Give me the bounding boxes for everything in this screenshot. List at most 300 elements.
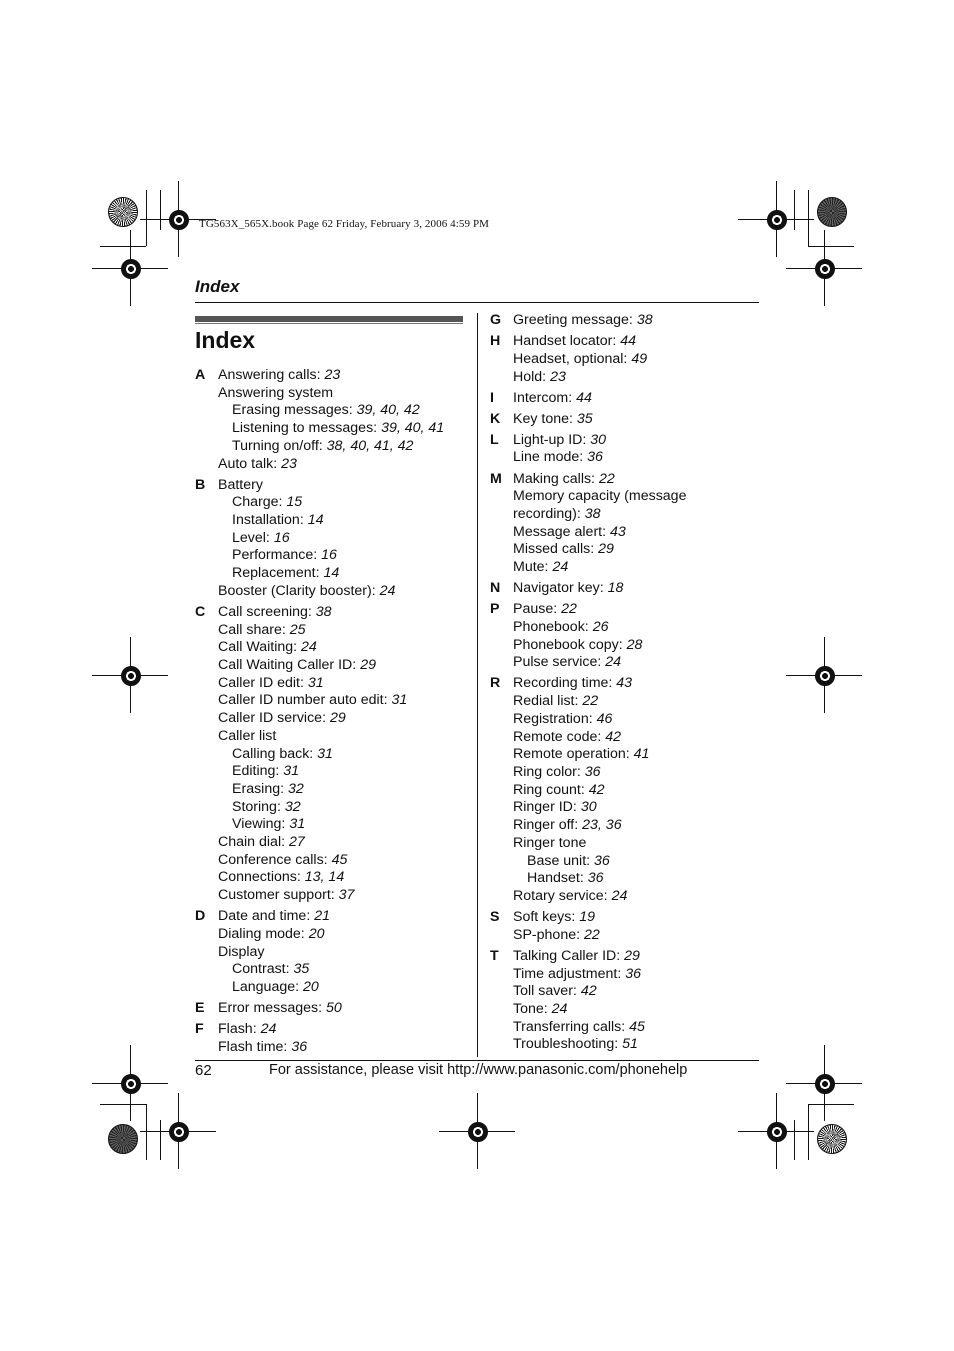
index-page-ref: 31: [307, 674, 324, 691]
index-entry: [513, 559, 760, 577]
crop-line: [808, 190, 809, 246]
index-entry-text: Date and time:: [218, 908, 315, 925]
index-entry-text: Handset locator:: [513, 333, 621, 350]
index-group: [490, 580, 760, 598]
index-group: [490, 948, 760, 1054]
crop-line: [808, 246, 854, 247]
index-page-ref: 24: [379, 582, 396, 599]
index-right-column: [490, 312, 760, 1057]
index-letter: A: [195, 367, 206, 383]
index-entry: [513, 601, 760, 619]
index-entry-text: Hold:: [513, 368, 551, 385]
registration-target-icon: [468, 1122, 488, 1142]
index-page-ref: 46: [596, 710, 613, 727]
index-entry: [218, 604, 465, 622]
crop-line: [146, 1104, 147, 1160]
index-entry: [218, 961, 465, 979]
index-entry: [218, 385, 465, 403]
index-entry-text: Key tone:: [513, 410, 577, 427]
registration-target-icon: [815, 1074, 835, 1094]
index-page-ref: 19: [579, 909, 596, 926]
index-letter: D: [195, 908, 206, 925]
index-entry-text: Pause:: [513, 601, 562, 618]
index-page-ref: 42: [605, 728, 622, 745]
index-entry-text: Viewing:: [232, 816, 290, 833]
index-entry: [513, 524, 760, 542]
index-entry: [513, 1036, 760, 1054]
index-entry: [513, 675, 760, 693]
index-page-ref: 16: [321, 547, 337, 564]
index-page-ref: 23: [550, 368, 566, 385]
registration-target-icon: [169, 210, 189, 230]
index-entry-text: Missed calls:: [513, 541, 599, 558]
registration-target-icon: [121, 1074, 141, 1094]
color-registration-icon: [108, 197, 138, 227]
index-group: [195, 1021, 465, 1056]
index-entry: [513, 764, 760, 782]
index-entry: [513, 817, 760, 835]
index-page-ref: 32: [288, 780, 304, 797]
index-page-ref: 26: [592, 618, 609, 635]
index-page-ref: 49: [631, 350, 648, 367]
index-entry: [513, 853, 760, 871]
index-page-ref: 45: [629, 1018, 645, 1035]
index-entry-text: Soft keys:: [513, 909, 580, 926]
index-entry: [218, 944, 465, 962]
index-entry: [218, 420, 465, 438]
index-page-ref: 50: [326, 1000, 342, 1017]
index-group: [195, 908, 465, 997]
index-entry: [513, 888, 760, 906]
column-divider: [477, 313, 478, 1057]
index-page-ref: 32: [284, 798, 301, 815]
index-entry: [513, 471, 760, 489]
index-entry-text: Making calls:: [513, 470, 599, 487]
index-entry: [218, 728, 465, 746]
index-entry: [513, 411, 760, 429]
index-page-ref: 43: [610, 523, 626, 540]
index-entry-text: Flash time:: [218, 1038, 292, 1055]
index-entry-text: Answering calls:: [218, 367, 325, 383]
index-page-ref: 38: [584, 505, 601, 522]
index-page-ref: 36: [625, 965, 642, 982]
color-registration-icon: [108, 1124, 138, 1154]
color-registration-icon: [817, 197, 847, 227]
index-entry: [513, 746, 760, 764]
index-entry: [218, 547, 465, 565]
index-entry: [218, 1000, 465, 1018]
index-entry: [218, 494, 465, 512]
index-entry: [218, 1039, 465, 1057]
index-entry-text: recording):: [513, 505, 585, 522]
index-entry: [513, 693, 760, 711]
index-entry: [218, 799, 465, 817]
index-entry: [218, 746, 465, 764]
index-entry-text: Display: [218, 943, 265, 960]
index-entry: [218, 565, 465, 583]
index-page-ref: 25: [289, 621, 306, 638]
index-entry-text: Error messages:: [218, 1000, 327, 1017]
assistance-text: For assistance, please visit http://www.panasonic.com/phonehelp: [269, 1062, 688, 1078]
index-page-ref: 14: [307, 512, 324, 529]
index-letter: M: [490, 470, 502, 487]
index-page-ref: 35: [293, 961, 310, 978]
index-entry-text: Charge:: [232, 494, 287, 511]
index-entry: [218, 438, 465, 456]
index-entry-text: Base unit:: [527, 852, 595, 869]
index-page-ref: 24: [611, 887, 628, 904]
footer-rule: [195, 1060, 759, 1061]
index-entry: [513, 619, 760, 637]
index-entry: [218, 692, 465, 710]
index-entry-text: Auto talk:: [218, 455, 282, 472]
index-entry-text: Greeting message:: [513, 312, 637, 328]
index-entry-text: Tone:: [513, 1000, 552, 1017]
index-entry-text: Time adjustment:: [513, 965, 626, 982]
registration-target-icon: [767, 210, 787, 230]
index-page-ref: 30: [580, 799, 597, 816]
index-entry-text: Chain dial:: [218, 834, 289, 851]
index-entry: [513, 799, 760, 817]
index-entry: [513, 580, 760, 598]
index-page-ref: 24: [260, 1021, 277, 1038]
index-page-ref: 29: [360, 657, 376, 674]
index-entry: [513, 449, 760, 467]
crop-line: [160, 1120, 161, 1160]
index-entry: [218, 477, 465, 495]
index-entry: [513, 333, 760, 351]
index-entry: [513, 506, 760, 524]
index-page-ref: 38, 40, 41, 42: [326, 437, 414, 454]
index-entry-text: Remote operation:: [513, 746, 634, 763]
index-entry-text: Caller list: [218, 727, 277, 744]
index-letter: F: [195, 1021, 204, 1038]
index-entry: [218, 675, 465, 693]
index-letter: L: [490, 431, 499, 448]
index-entry-text: Language:: [232, 979, 304, 996]
title-bar: [195, 316, 463, 322]
index-entry-text: Replacement:: [232, 565, 324, 582]
index-entry: [513, 927, 760, 945]
index-entry-text: Listening to messages:: [232, 420, 382, 437]
page-number: 62: [195, 1062, 212, 1079]
index-entry: [513, 654, 760, 672]
index-entry-text: Message alert:: [513, 523, 610, 540]
crop-line: [146, 190, 147, 246]
index-page-ref: 29: [598, 541, 614, 558]
index-entry-text: Booster (Clarity booster):: [218, 582, 380, 599]
index-entry-text: Installation:: [232, 512, 308, 529]
index-letter: G: [490, 312, 502, 328]
index-page-ref: 43: [616, 675, 633, 692]
index-entry-text: Headset, optional:: [513, 350, 632, 367]
index-page-ref: 41: [633, 746, 650, 763]
index-entry: [218, 710, 465, 728]
index-entry-text: Memory capacity (message: [513, 488, 687, 505]
index-page-ref: 36: [587, 870, 604, 887]
index-page-ref: 29: [624, 947, 640, 964]
index-page-ref: 39, 40, 41: [381, 420, 445, 437]
index-page-ref: 36: [584, 764, 601, 780]
crop-line: [100, 246, 146, 247]
registration-target-icon: [815, 666, 835, 686]
index-letter: B: [195, 476, 206, 493]
index-entry: [513, 729, 760, 747]
index-page-ref: 27: [288, 834, 305, 851]
index-page-ref: 22: [598, 470, 615, 487]
index-entry: [513, 966, 760, 984]
index-page-ref: 16: [273, 529, 290, 546]
index-entry: [513, 312, 760, 330]
index-letter: S: [490, 909, 500, 926]
index-page-ref: 23, 36: [582, 817, 622, 834]
index-entry: [513, 782, 760, 800]
index-entry-text: Mute:: [513, 559, 553, 576]
index-page-ref: 31: [317, 745, 333, 762]
index-entry-text: Answering system: [218, 384, 334, 401]
index-entry-text: Pulse service:: [513, 654, 606, 671]
index-page-ref: 45: [331, 851, 348, 868]
index-page-ref: 42: [580, 983, 597, 1000]
index-entry-text: Phonebook:: [513, 618, 593, 635]
index-page-ref: 18: [607, 580, 624, 597]
color-registration-icon: [817, 1124, 847, 1154]
index-letter: C: [195, 603, 206, 620]
index-entry: [218, 869, 465, 887]
index-entry: [218, 402, 465, 420]
index-entry-text: Ring color:: [513, 764, 585, 780]
index-entry: [513, 637, 760, 655]
index-entry-text: Contrast:: [232, 961, 294, 978]
index-group: [490, 471, 760, 577]
index-entry-text: Caller ID number auto edit:: [218, 692, 392, 709]
index-page-ref: 31: [391, 692, 408, 709]
index-entry-text: Conference calls:: [218, 851, 332, 868]
page-title: Index: [195, 327, 256, 353]
index-letter: N: [490, 580, 501, 597]
index-page-ref: 36: [291, 1038, 308, 1055]
crop-line: [160, 190, 161, 230]
index-entry: [218, 639, 465, 657]
index-group: [490, 909, 760, 944]
index-page-ref: 13, 14: [304, 869, 345, 886]
index-entry-text: Turning on/off:: [232, 437, 327, 454]
index-entry: [218, 781, 465, 799]
index-entry-text: Remote code:: [513, 728, 606, 745]
index-entry: [218, 456, 465, 474]
index-group: [195, 604, 465, 905]
index-letter: K: [490, 410, 501, 427]
index-page-ref: 38: [315, 603, 332, 620]
index-entry: [218, 926, 465, 944]
index-entry-text: Navigator key:: [513, 580, 608, 597]
index-group: [195, 367, 465, 473]
index-entry-text: Connections:: [218, 869, 305, 886]
index-entry-text: Redial list:: [513, 693, 583, 710]
index-entry-text: Call Waiting Caller ID:: [218, 657, 361, 674]
index-group: [490, 312, 760, 330]
crop-line: [808, 1104, 809, 1160]
index-page-ref: 28: [626, 636, 643, 653]
index-entry-text: Talking Caller ID:: [513, 947, 625, 964]
index-page-ref: 38: [636, 312, 653, 328]
index-group: [490, 601, 760, 672]
crop-line: [794, 190, 795, 230]
index-letter: T: [490, 947, 499, 964]
index-entry-text: Dialing mode:: [218, 925, 309, 942]
index-entry-text: Ringer ID:: [513, 799, 581, 816]
index-entry-text: Ringer tone: [513, 834, 587, 851]
index-page-ref: 29: [329, 710, 346, 727]
index-entry: [218, 530, 465, 548]
index-letter: E: [195, 1000, 205, 1017]
index-entry-text: Troubleshooting:: [513, 1036, 623, 1053]
index-group: [490, 675, 760, 905]
index-entry-text: Ringer off:: [513, 817, 583, 834]
header-rule: [195, 302, 759, 303]
print-job-info: TG563X_565X.book Page 62 Friday, February 3, 2006 4:59 PM: [199, 218, 490, 230]
index-entry-text: Level:: [232, 529, 274, 546]
index-entry-text: Call share:: [218, 621, 290, 638]
index-page-ref: 30: [590, 431, 607, 448]
index-entry: [218, 583, 465, 601]
crop-line: [808, 1104, 854, 1105]
registration-target-icon: [815, 259, 835, 279]
index-entry: [513, 1019, 760, 1037]
index-entry-text: Ring count:: [513, 781, 589, 798]
index-entry-text: Transferring calls:: [513, 1018, 630, 1035]
index-entry-text: Handset:: [527, 870, 588, 887]
index-page-ref: 31: [283, 763, 300, 780]
index-left-column: [195, 367, 465, 1060]
index-entry: [513, 432, 760, 450]
index-entry: [218, 367, 465, 385]
crop-line: [100, 1104, 146, 1105]
index-page-ref: 37: [338, 887, 355, 904]
index-entry-text: Registration:: [513, 710, 597, 727]
index-entry: [218, 979, 465, 997]
index-page-ref: 36: [587, 449, 603, 466]
index-entry: [218, 622, 465, 640]
index-page-ref: 23: [324, 367, 341, 383]
index-page-ref: 24: [301, 639, 317, 656]
index-entry-text: Caller ID service:: [218, 710, 330, 727]
index-page-ref: 24: [551, 1000, 568, 1017]
index-entry: [513, 948, 760, 966]
index-entry-text: Line mode:: [513, 449, 588, 466]
index-group: [490, 432, 760, 467]
index-entry: [218, 852, 465, 870]
index-group: [490, 411, 760, 429]
index-entry-text: Light-up ID:: [513, 431, 591, 448]
index-page-ref: 22: [561, 601, 577, 618]
index-group: [195, 477, 465, 601]
index-entry: [218, 834, 465, 852]
index-letter: P: [490, 601, 500, 618]
index-letter: I: [490, 389, 494, 406]
index-page-ref: 31: [289, 816, 306, 833]
index-page-ref: 22: [584, 926, 600, 943]
crop-line: [794, 1120, 795, 1160]
index-entry-text: Customer support:: [218, 887, 339, 904]
index-page-ref: 14: [323, 565, 340, 582]
index-page-ref: 44: [576, 389, 592, 406]
registration-target-icon: [121, 666, 141, 686]
index-page-ref: 36: [594, 852, 610, 869]
index-entry: [218, 908, 465, 926]
index-entry-text: Erasing:: [232, 780, 288, 797]
index-page-ref: 42: [588, 781, 605, 798]
index-entry-text: Toll saver:: [513, 983, 581, 1000]
index-page-ref: 44: [620, 333, 637, 350]
index-entry-text: Calling back:: [232, 745, 318, 762]
index-entry-text: Battery: [218, 476, 263, 493]
index-page-ref: 35: [576, 410, 593, 427]
index-page-ref: 22: [582, 693, 599, 710]
registration-target-icon: [121, 259, 141, 279]
running-head: Index: [195, 277, 240, 296]
index-entry: [513, 983, 760, 1001]
index-entry: [513, 390, 760, 408]
index-entry-text: Editing:: [232, 763, 284, 780]
index-entry-text: Performance:: [232, 547, 322, 564]
index-entry-text: Recording time:: [513, 675, 617, 692]
index-group: [490, 390, 760, 408]
index-entry-text: Call Waiting:: [218, 639, 302, 656]
index-page-ref: 15: [286, 494, 303, 511]
index-group: [490, 333, 760, 386]
index-entry-text: Call screening:: [218, 603, 316, 620]
index-entry: [218, 816, 465, 834]
index-entry: [513, 369, 760, 387]
registration-target-icon: [767, 1122, 787, 1142]
index-page-ref: 24: [605, 654, 622, 671]
index-entry-text: Erasing messages:: [232, 402, 357, 419]
index-entry-text: SP-phone:: [513, 926, 584, 943]
index-entry: [513, 488, 760, 506]
index-entry-text: Intercom:: [513, 389, 577, 406]
registration-target-icon: [169, 1122, 189, 1142]
index-entry: [513, 1001, 760, 1019]
title-bar-underline: [195, 323, 463, 324]
index-page-ref: 39, 40, 42: [356, 402, 420, 419]
index-entry-text: Phonebook copy:: [513, 636, 627, 653]
index-entry: [513, 835, 760, 853]
index-entry: [218, 763, 465, 781]
index-page-ref: 20: [303, 979, 319, 996]
index-entry: [218, 657, 465, 675]
index-entry: [513, 541, 760, 559]
index-letter: R: [490, 675, 501, 692]
index-page-ref: 20: [308, 925, 325, 942]
index-entry: [513, 711, 760, 729]
index-entry: [513, 870, 760, 888]
index-group: [195, 1000, 465, 1018]
index-page-ref: 51: [622, 1036, 638, 1053]
index-entry: [218, 512, 465, 530]
index-letter: H: [490, 333, 501, 350]
index-entry-text: Storing:: [232, 798, 285, 815]
index-entry: [218, 1021, 465, 1039]
index-page-ref: 24: [552, 559, 569, 576]
index-entry-text: Flash:: [218, 1021, 261, 1038]
index-entry: [218, 887, 465, 905]
index-page-ref: 23: [281, 455, 297, 472]
index-entry: [513, 909, 760, 927]
index-entry-text: Caller ID edit:: [218, 674, 308, 691]
index-entry-text: Rotary service:: [513, 887, 612, 904]
index-entry: [513, 351, 760, 369]
